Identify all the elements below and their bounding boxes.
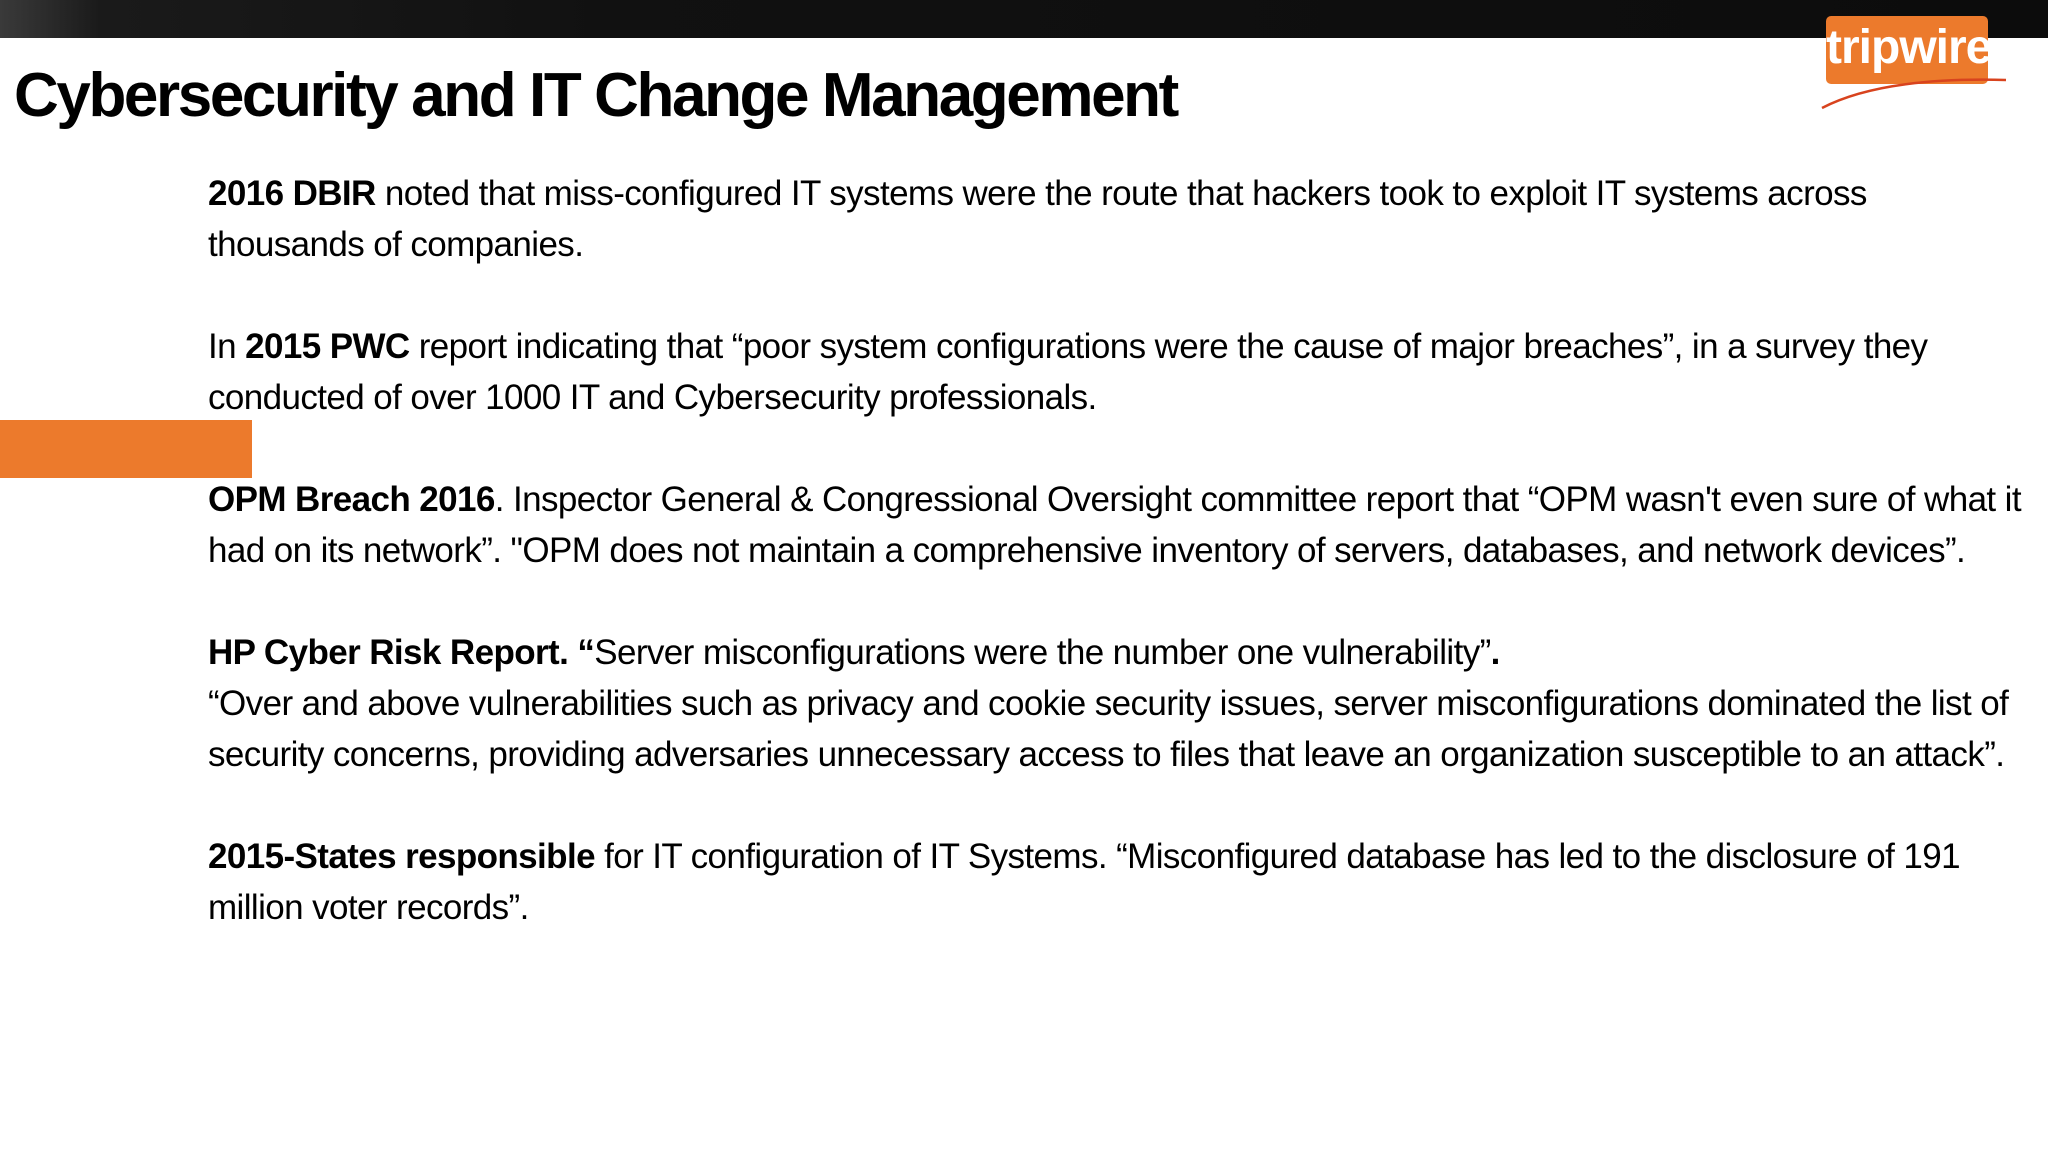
logo-text: tripwire bbox=[1826, 21, 1992, 74]
slide-body bbox=[208, 168, 2024, 984]
top-bar bbox=[0, 0, 2048, 38]
paragraph-pwc bbox=[208, 321, 2024, 423]
logo-swoosh-icon bbox=[1818, 68, 2008, 112]
paragraph-text: Server misconfigurations were the number one vulnerability” bbox=[594, 633, 1491, 672]
paragraph-text: for IT configuration of IT Systems. “Misconfigured database has led to the disclosure of 191 million voter records”. bbox=[208, 837, 1961, 927]
paragraph-text: noted that miss-configured IT systems were the route that hackers took to exploit IT systems across thousands of companies. bbox=[208, 174, 1867, 264]
paragraph-text: report indicating that “poor system configurations were the cause of major breaches”, in a survey they conducted of over 1000 IT and Cybersecurity professionals. bbox=[208, 327, 1928, 417]
paragraph-opm bbox=[208, 474, 2024, 576]
paragraph-hp bbox=[208, 627, 2024, 780]
paragraph-dbir bbox=[208, 168, 2024, 270]
paragraph-lead: OPM Breach 2016 bbox=[208, 480, 495, 519]
tripwire-logo bbox=[1826, 16, 1992, 84]
paragraph-lead: HP Cyber Risk Report. “ bbox=[208, 633, 595, 672]
page-title: Cybersecurity and IT Change Management bbox=[14, 61, 1177, 130]
paragraph-lead: 2016 DBIR bbox=[208, 174, 376, 213]
paragraph-states bbox=[208, 831, 2024, 933]
paragraph-lead: 2015-States responsible bbox=[208, 837, 595, 876]
paragraph-quote: “Over and above vulnerabilities such as privacy and cookie security issues, server misconfigurations dominated the list of security concerns, providing adversaries unnecessary access to files that leave an organization susceptible to an attack”. bbox=[208, 684, 2009, 774]
paragraph-prefix: In bbox=[208, 327, 246, 366]
paragraph-lead: 2015 PWC bbox=[245, 327, 410, 366]
paragraph-bold-end: . bbox=[1490, 633, 1500, 672]
paragraph-text: . Inspector General & Congressional Oversight committee report that “OPM wasn't even sure of what it had on its network”. "OPM does not maintain a comprehensive inventory of servers, databases, and network devices”. bbox=[208, 480, 2021, 570]
